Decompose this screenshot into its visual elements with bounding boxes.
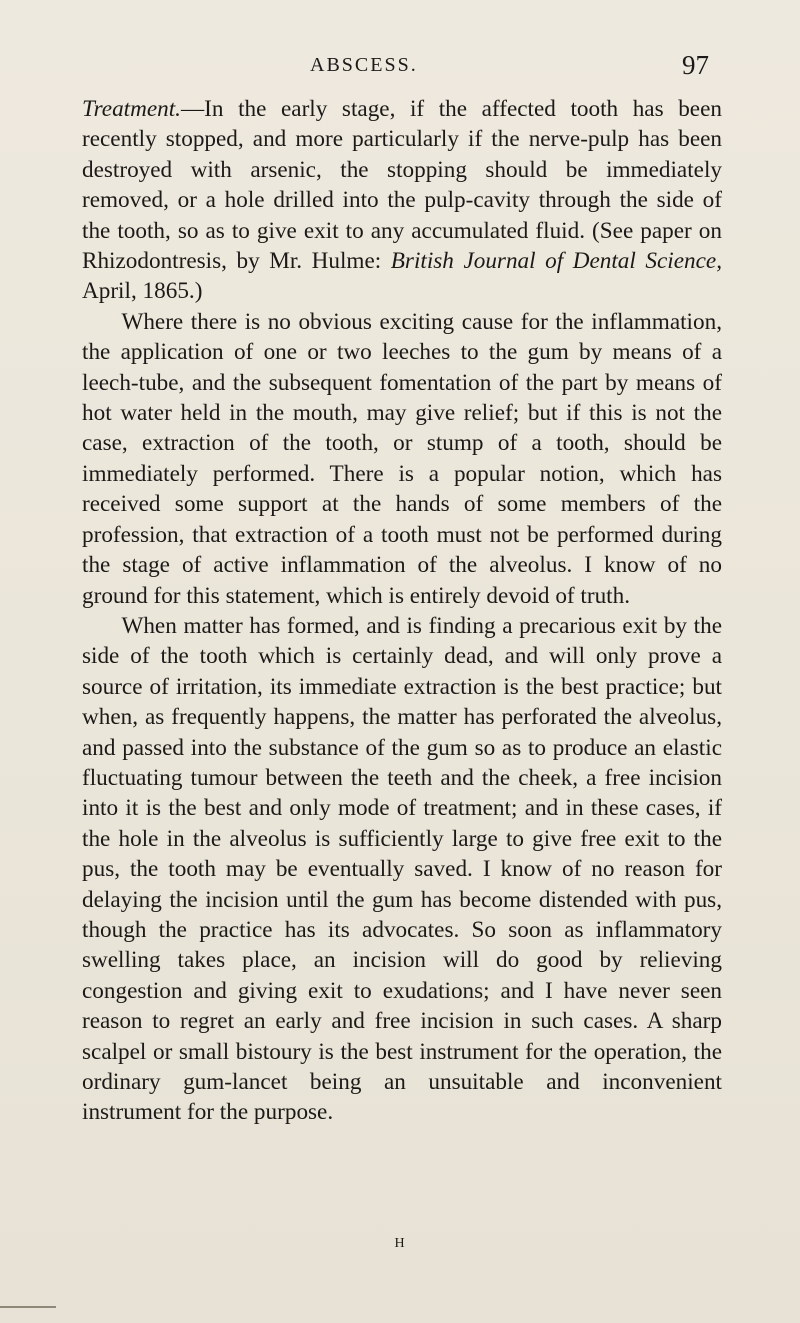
running-title: ABSCESS.: [310, 54, 418, 76]
page-number: 97: [682, 50, 709, 80]
section-lead: Treatment.: [82, 96, 181, 122]
paragraph-treatment: [82, 94, 722, 307]
body-text: [82, 94, 722, 1128]
paragraph-leeches: Where there is no obvious exciting cause for the inflammation, the application of one or two leeches to the gum by means of a leech-tube, and the subsequent fomentation of the part by means of hot water held in the mouth, may give relief; but if this is not the case, extraction of the tooth, or stump of a tooth, should be immediately performed. There is a popular notion, which has received some support at the hands of some members of the profession, that extraction of a tooth must not be performed during the stage of active inflammation of the alveolus. I know of no ground for this statement, which is entirely devoid of truth.: [82, 308, 722, 609]
citation: British Journal of Dental Science,: [390, 248, 722, 275]
page-edge-mark: [0, 1306, 56, 1308]
citation-date: April, 1865.): [82, 278, 203, 305]
running-head: [0, 50, 800, 80]
paragraph-text: —In the early stage, if the affected tooth has been recently stopped, and more particularly if the nerve-pulp has been destroyed with arsenic, the stopping should be immediately removed, or a hole drilled into the pulp-cavity through the side of the tooth, so as to give exit to any accumulated fluid. (See paper on Rhizodontresis, by Mr. Hulme:: [82, 96, 722, 275]
signature-mark: H: [394, 1236, 406, 1251]
paragraph-incision: When matter has formed, and is finding a precarious exit by the side of the tooth which is certainly dead, and will only prove a source of irritation, its immediate extraction is the best practice; but when, as frequently happens, the matter has perforated the alveolus, and passed into the substance of the gum so as to produce an elastic fluctuating tumour between the teeth and the cheek, a free incision into it is the best and only mode of treatment; and in these cases, if the hole in the alveolus is sufficiently large to give free exit to the pus, the tooth may be eventually saved. I know of no reason for delaying the incision until the gum has become distended with pus, though the practice has its advocates. So soon as inflammatory swelling takes place, an incision will do good by relieving congestion and giving exit to exudations; and I have never seen reason to regret an early and free incision in such cases. A sharp scalpel or small bistoury is the best instrument for the operation, the ordinary gum-lancet being an unsuitable and inconvenient instrument for the purpose.: [82, 612, 722, 1126]
